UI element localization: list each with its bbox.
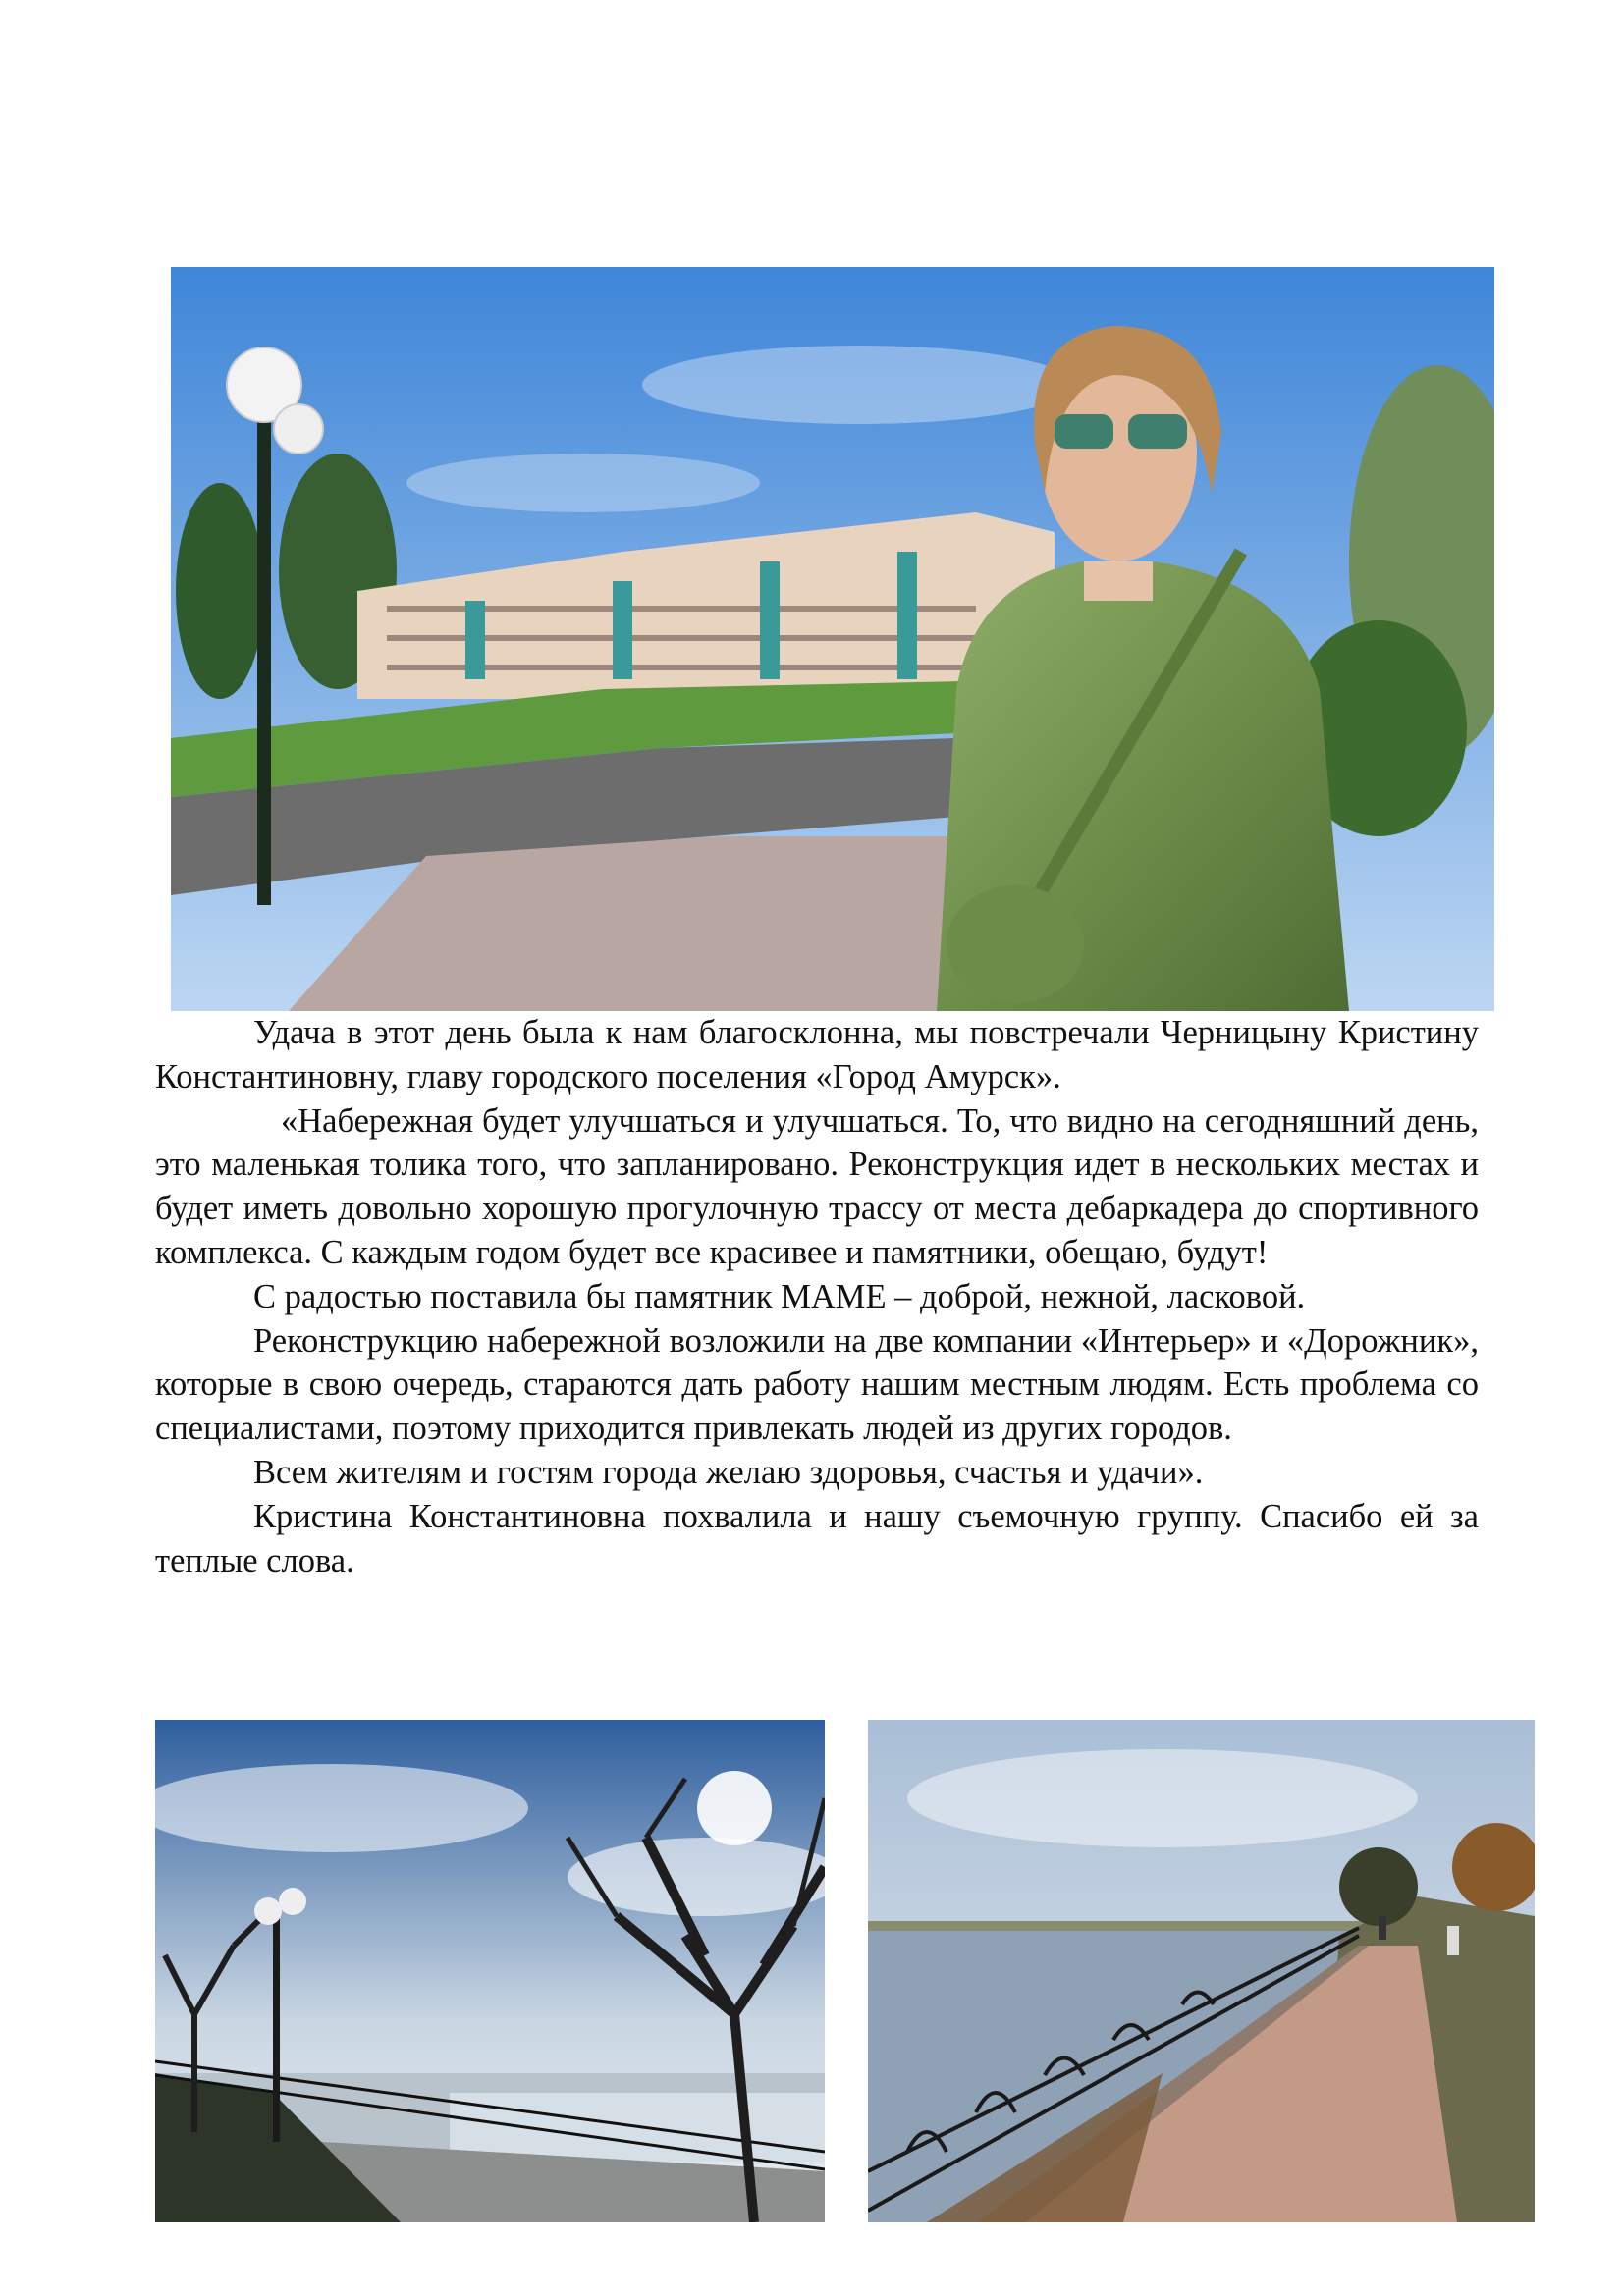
- paragraph: Всем жителям и гостям города желаю здоровья, счастья и удачи».: [253, 1453, 1204, 1491]
- paragraph: С радостью поставила бы памятник МАМЕ – доброй, нежной, ласковой.: [253, 1277, 1306, 1315]
- photo-river-trees-lamppost: [155, 1720, 825, 2222]
- photo-river-path-railing: [868, 1720, 1535, 2222]
- paragraph: «Набережная будет улучшаться и улучшаться. То, что видно на сегодняшний день, это маленькая толика того, что запланировано. Реконструкция идет в нескольких местах и будет иметь довольно хорошую прогулочную трассу от места дебаркадера до спортивного комплекса. С каждым годом будет все красивее и памятники, обещаю, будут!: [155, 1101, 1479, 1271]
- paragraph: Реконструкцию набережной возложили на две компании «Интерьер» и «Дорожник», которые в свою очередь, стараются дать работу нашим местным людям. Есть проблема со специалистами, поэтому приходится привлекать людей из других городов.: [155, 1321, 1479, 1448]
- article-text: [155, 1011, 1479, 1582]
- photo-woman-on-embankment: [171, 267, 1494, 1011]
- paragraph: Удача в этот день была к нам благосклонна, мы повстречали Черницыну Кристину Константиновну, главу городского поселения «Город Амурск».: [155, 1014, 1479, 1095]
- paragraph: Кристина Константиновна похвалила и нашу съемочную группу. Спасибо ей за теплые слова.: [155, 1497, 1479, 1579]
